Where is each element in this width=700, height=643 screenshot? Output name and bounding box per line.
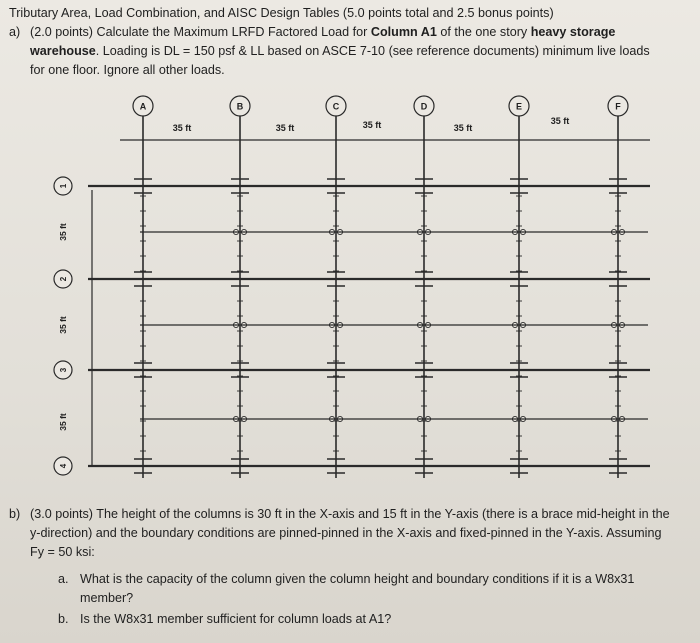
column-bubble-label: D <box>420 101 428 112</box>
row-bubble-label: 2 <box>59 276 68 282</box>
row-bubble-label: 3 <box>59 367 68 373</box>
part-b-item-a-marker: a. <box>58 572 69 586</box>
column-bubble-label: E <box>515 101 523 112</box>
part-b-item-b-text: Is the W8x31 member sufficient for column loads at A1? <box>80 612 392 626</box>
bay-width-label: 35 ft <box>453 123 473 133</box>
row-bubble-label: 1 <box>59 183 68 189</box>
worksheet-title: Tributary Area, Load Combination, and AISC Design Tables (5.0 points total and 2.5 bonus points) <box>9 6 554 20</box>
part-a-building: heavy storage warehouse <box>30 25 616 58</box>
bay-width-label: 35 ft <box>275 123 295 133</box>
column-bubble-label: B <box>236 101 244 112</box>
column-bubble-label: C <box>332 101 340 112</box>
part-a-pre: (2.0 points) Calculate the Maximum LRFD Factored Load for <box>30 25 371 39</box>
part-a-post: . Loading is DL = 150 psf & LL based on ASCE 7-10 (see reference documents) minimum live loads for one floor. Ignore all other loads. <box>30 44 650 77</box>
column-bubble-label: F <box>615 101 621 112</box>
bay-width-label: 35 ft <box>362 120 382 130</box>
part-a-column: Column A1 <box>370 25 437 39</box>
part-a-mid: of the one story <box>436 25 531 39</box>
bay-width-label: 35 ft <box>550 116 570 126</box>
part-b-question: (3.0 points) The height of the columns is 30 ft in the X-axis and 15 ft in the Y-axis (there is a brace mid-height in the y-direction) and the boundary conditions are pinned-pinned in the X-axis and fixed-pinned in the Y-axis. Assuming Fy = 50 ksi: <box>30 507 670 559</box>
row-bubble-label: 4 <box>59 463 68 469</box>
part-b-item-a-text: What is the capacity of the column given the column height and boundary conditions if it is a W8x31 member? <box>80 572 635 605</box>
part-b-marker: b) <box>9 507 21 521</box>
bay-height-label: 35 ft <box>58 316 68 334</box>
bay-height-label: 35 ft <box>58 223 68 241</box>
column-bubble-label: A <box>139 101 147 112</box>
bay-height-label: 35 ft <box>58 413 68 431</box>
part-b-item-b-marker: b. <box>58 612 69 626</box>
bay-width-label: 35 ft <box>172 123 192 133</box>
part-a-marker: a) <box>9 25 21 39</box>
